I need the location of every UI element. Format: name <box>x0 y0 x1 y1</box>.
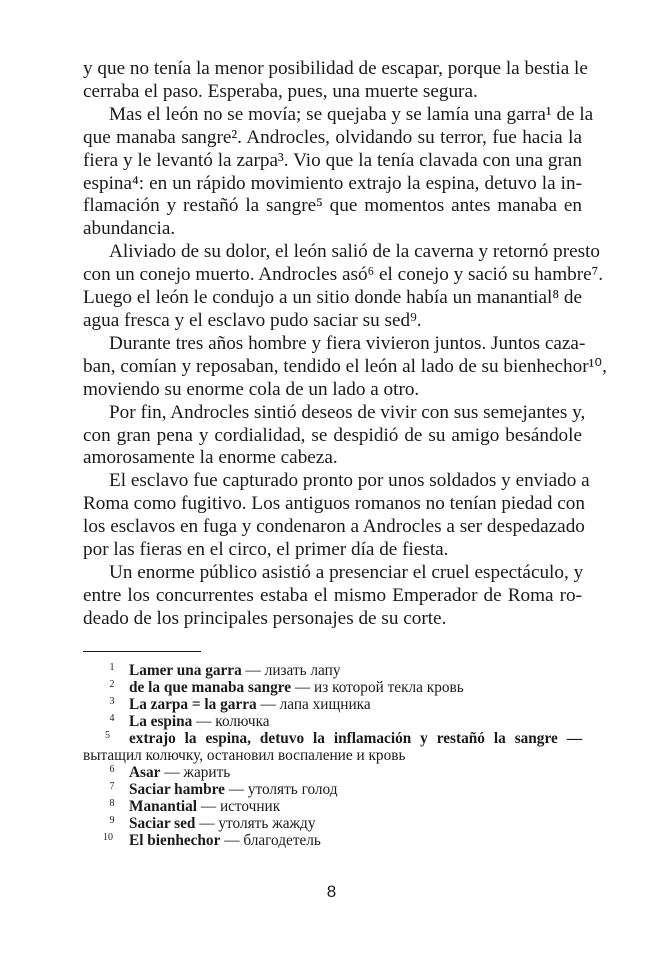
footnote <box>83 696 582 713</box>
footnote-term: Lamer una garra <box>129 662 242 679</box>
footnotes <box>83 662 582 849</box>
footnote-number: 1 <box>109 662 115 673</box>
footnote-term: extrajo la espina, detuvo la inflamación y restañó la sangre <box>129 730 558 747</box>
text-line: con gran pena y cordialidad, se despidió de su amigo besándole <box>83 424 582 446</box>
text-line: flamación y restañó la sangre⁵ que momentos antes manaba en <box>83 195 582 217</box>
text-line: Un enorme público asistió a presenciar el cruel espectáculo, y <box>109 561 584 583</box>
footnote-translation: утолять голод <box>247 781 338 798</box>
text-line: Aliviado de su dolor, el león salió de la caverna y retornó presto <box>109 241 601 263</box>
footnote-term: La zarpa = la garra <box>129 696 257 713</box>
footnote-number: 2 <box>109 679 115 690</box>
footnote-translation: лапа хищника <box>279 696 371 713</box>
text-line: con un conejo muerto. Androcles asó⁶ el conejo y sació su hambre⁷. <box>83 264 604 286</box>
footnote <box>83 713 582 730</box>
footnote <box>83 798 582 815</box>
footnote-translation: утолять жажду <box>218 815 316 832</box>
dash: — <box>241 662 265 679</box>
paragraph <box>83 401 586 471</box>
footnote <box>83 662 582 679</box>
footnote-translation: из которой текла кровь <box>314 679 464 696</box>
text-line: fiera y le levantó la zarpa³. Vio que la tenía clavada con una gran <box>83 149 582 171</box>
dash: — <box>256 696 280 713</box>
footnote-number: 4 <box>109 713 115 724</box>
dash: — <box>195 815 219 832</box>
footnote-translation: вытащил колючку, остановил воспаление и кровь <box>83 747 406 764</box>
footnote <box>83 764 582 781</box>
footnote-translation: колючка <box>215 713 270 730</box>
footnote-term: Saciar hambre <box>129 781 225 798</box>
footnote-term: El bienhechor <box>129 832 221 849</box>
text-line: Luego el león le condujo a un sitio donde había un manantial⁸ de <box>83 287 582 309</box>
text-line: Mas el león no se movía; se quejaba y se lamía una garra¹ de la <box>109 103 594 125</box>
footnote-continuation <box>83 747 582 764</box>
footnote-term: Saciar sed <box>129 815 196 832</box>
footnote-term: La espina <box>129 713 193 730</box>
text-line: deado de los principales personajes de su corte. <box>83 607 447 629</box>
footnote-translation: источник <box>219 798 281 815</box>
main-text <box>83 58 607 631</box>
paragraph <box>83 562 582 631</box>
footnote-number: 7 <box>109 781 115 792</box>
paragraph <box>83 58 588 104</box>
text-line: amorosamente la enorme cabeza. <box>83 447 338 469</box>
footnote <box>83 679 582 696</box>
paragraph <box>83 241 604 333</box>
text-line: agua fresca y el esclavo pudo saciar su sed⁹. <box>83 309 422 331</box>
text-line: por las fieras en el circo, el primer día de fiesta. <box>83 539 449 561</box>
footnote-term: de la que manaba sangre <box>129 679 292 696</box>
text-line: entre los concurrentes estaba el mismo Emperador de Roma ro- <box>83 584 582 606</box>
dash: — <box>192 713 216 730</box>
footnote-number: 5 <box>105 730 110 741</box>
footnote-translation: жарить <box>183 764 231 781</box>
footnote-term: Asar <box>129 764 161 781</box>
dash: — <box>160 764 184 781</box>
text-line: Durante tres años hombre y fiera vivieron juntos. Juntos caza- <box>109 332 586 354</box>
text-line: cerraba el paso. Esperaba, pues, una muerte segura. <box>83 80 478 102</box>
text-line: Por fin, Androcles sintió deseos de vivir con sus semejantes y, <box>109 401 586 423</box>
text-line: que manaba sangre². Androcles, olvidando su terror, fue hacia la <box>83 126 582 148</box>
dash: — <box>220 832 244 849</box>
footnote-term: Manantial <box>129 798 197 815</box>
footnote <box>83 781 582 798</box>
text-line: espina⁴: en un rápido movimiento extrajo la espina, detuvo la in- <box>83 172 582 194</box>
page-number: 8 <box>326 882 337 901</box>
footnote-number: 6 <box>109 764 115 775</box>
footnote-separator <box>83 651 201 652</box>
footnote <box>83 832 582 849</box>
footnote-number: 10 <box>103 832 113 843</box>
text-line: los esclavos en fuga y condenaron a Androcles a ser despedazado <box>83 516 585 538</box>
footnote-translation: благодетель <box>243 832 321 849</box>
paragraph <box>83 103 594 241</box>
footnote-number: 8 <box>109 798 115 809</box>
text-line: moviendo su enorme cola de un lado a otro. <box>83 378 420 400</box>
footnote <box>83 815 582 832</box>
footnote <box>83 730 582 747</box>
dash: — <box>291 679 315 696</box>
footnote-translation: лизать лапу <box>264 662 341 679</box>
dash: — <box>224 781 248 798</box>
dash: — <box>197 798 220 815</box>
footnote-number: 3 <box>109 696 115 707</box>
dash: — <box>557 730 583 747</box>
text-line: y que no tenía la menor posibilidad de escapar, porque la bestia le <box>83 58 588 79</box>
footnote-number: 9 <box>109 815 115 826</box>
paragraph <box>83 332 607 402</box>
text-line: Roma como fugitivo. Los antiguos romanos no tenían piedad con <box>83 493 585 515</box>
text-line: abundancia. <box>83 218 176 240</box>
paragraph <box>83 470 590 562</box>
text-line: ban, comían y reposaban, tendido el león al lado de su bienhechor¹⁰, <box>83 355 607 377</box>
text-line: El esclavo fue capturado pronto por unos soldados y enviado a <box>109 470 590 492</box>
